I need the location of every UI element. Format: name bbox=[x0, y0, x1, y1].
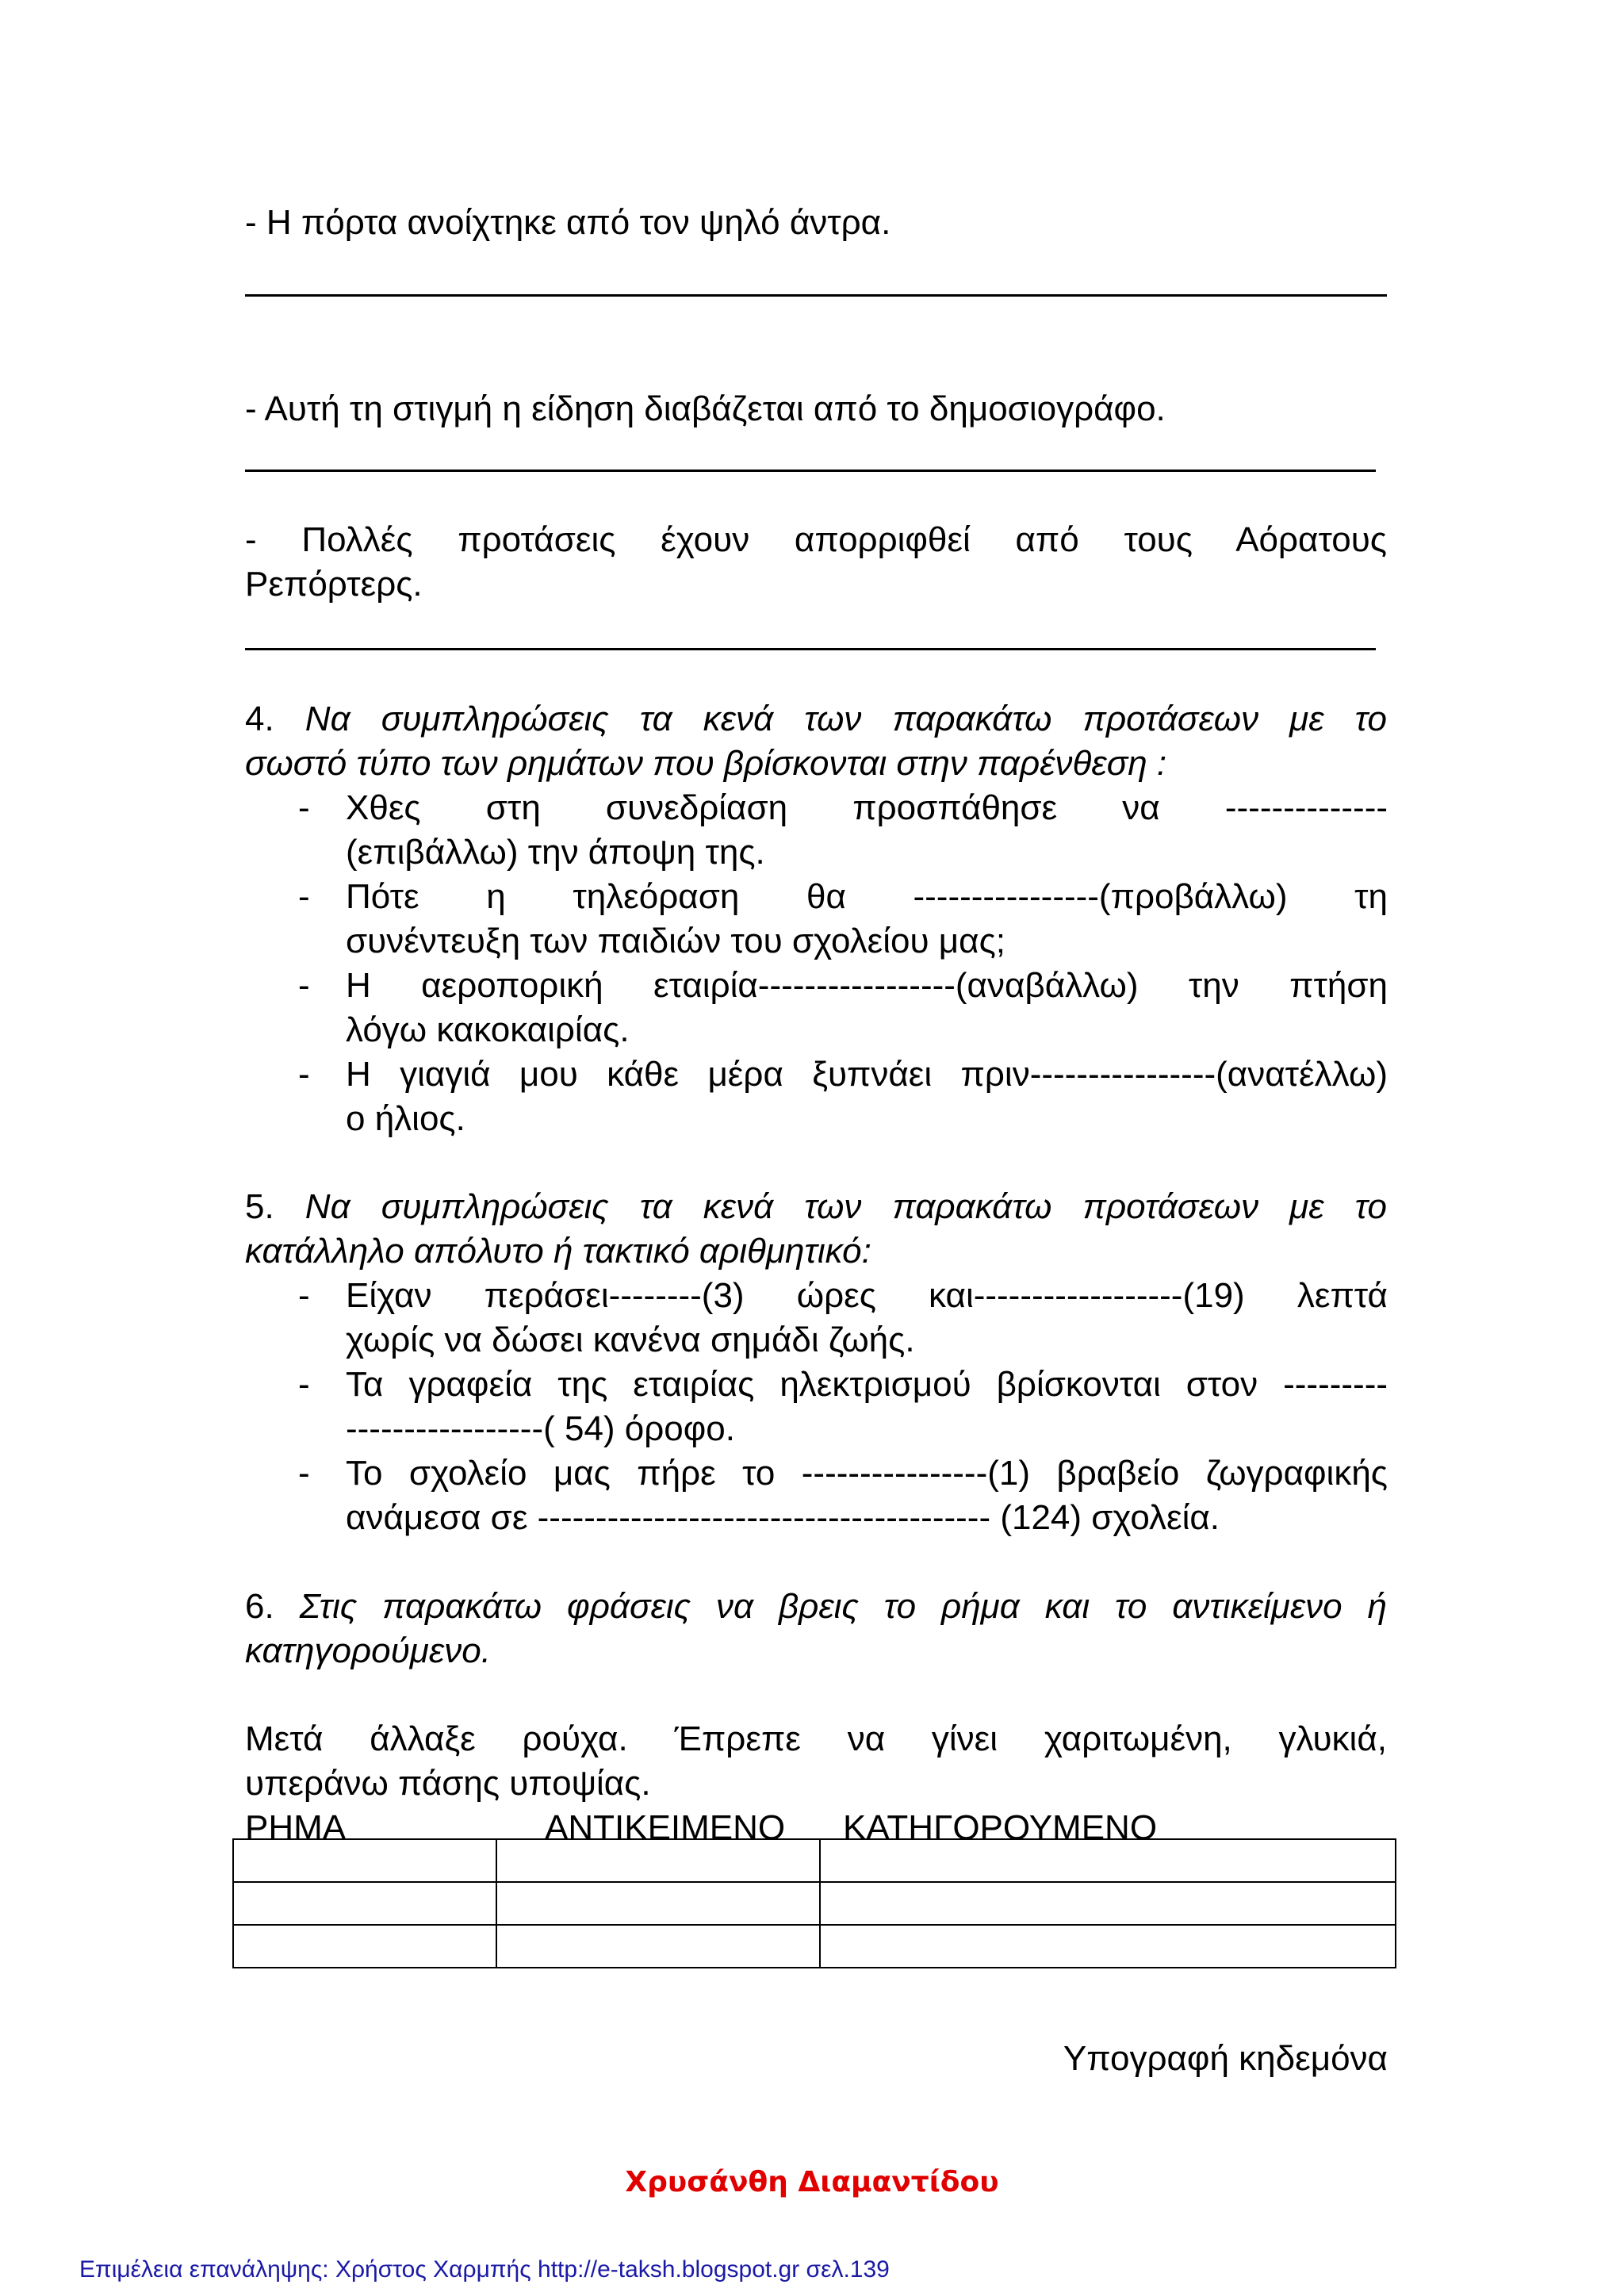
exercise-4-heading bbox=[245, 697, 1387, 786]
sentence-2: - Αυτή τη στιγμή η είδηση διαβάζεται από το δημοσιογράφο. bbox=[245, 389, 1166, 428]
footer-credit: Επιμέλεια επανάληψης: Χρήστος Χαρμπής http://e-taksh.blogspot.gr σελ.139 bbox=[79, 2256, 890, 2283]
bullet-dash: - bbox=[298, 1454, 310, 1493]
bullet-dash: - bbox=[298, 1055, 310, 1094]
exercise-4-instruction-1: Να συμπληρώσεις τα κενά των παρακάτω προτάσεων με το bbox=[304, 700, 1387, 738]
exercise-5-heading bbox=[245, 1185, 1387, 1274]
item-text-line-2: ανάμεσα σε --------------------------------------- (124) σχολεία. bbox=[346, 1498, 1220, 1537]
item-text-line-1: Πότε η τηλεόραση θα ----------------(προβάλλω) τη bbox=[346, 877, 1388, 916]
bullet-dash: - bbox=[298, 788, 310, 827]
item-text-line-1: Χθες στη συνεδρίαση προσπάθησε να -------------- bbox=[346, 788, 1388, 827]
sentence-3-line-1: - Πολλές προτάσεις έχουν απορριφθεί από τους Αόρατους bbox=[245, 520, 1387, 559]
answer-cell-verb[interactable] bbox=[233, 1882, 496, 1925]
table-row bbox=[233, 1882, 1396, 1925]
exercise-5-instruction-2: κατάλληλο απόλυτο ή τακτικό αριθμητικό: bbox=[245, 1232, 871, 1271]
bullet-dash: - bbox=[298, 1365, 310, 1404]
item-text-line-2: ο ήλιος. bbox=[346, 1099, 465, 1138]
answer-line-3 bbox=[245, 648, 1376, 650]
bullet-dash: - bbox=[298, 1276, 310, 1315]
passage-line-2: υπεράνω πάσης υποψίας. bbox=[245, 1764, 651, 1803]
answer-cell-verb[interactable] bbox=[233, 1839, 496, 1882]
author-name: Χρυσάνθη Διαμαντίδου bbox=[625, 2166, 999, 2198]
item-text-line-1: Είχαν περάσει--------(3) ώρες και------------------(19) λεπτά bbox=[346, 1276, 1388, 1315]
bullet-dash: - bbox=[298, 966, 310, 1005]
exercise-5-number: 5. bbox=[245, 1187, 274, 1226]
passage-line-1: Μετά άλλαξε ρούχα. Έπρεπε να γίνει χαριτωμένη, γλυκιά, bbox=[245, 1719, 1387, 1758]
answer-line-2 bbox=[245, 470, 1376, 472]
item-text-line-1: Τα γραφεία της εταιρίας ηλεκτρισμού βρίσκονται στον --------- bbox=[346, 1365, 1388, 1404]
item-text-line-2: συνέντευξη των παιδιών του σχολείου μας; bbox=[346, 922, 1006, 960]
exercise-6-instruction-2: κατηγορούμενο. bbox=[245, 1631, 491, 1670]
exercise-6-heading bbox=[245, 1585, 1387, 1673]
table-row bbox=[233, 1839, 1396, 1882]
table-row bbox=[233, 1925, 1396, 1968]
bullet-dash: - bbox=[298, 877, 310, 916]
item-text-line-2: -----------------( 54) όροφο. bbox=[346, 1409, 735, 1448]
answer-cell-object[interactable] bbox=[496, 1882, 820, 1925]
guardian-signature-label: Υπογραφή κηδεμόνα bbox=[1063, 2039, 1388, 2078]
item-text-line-1: Η γιαγιά μου κάθε μέρα ξυπνάει πριν----------------(ανατέλλω) bbox=[346, 1055, 1388, 1094]
item-text-line-1: Το σχολείο μας πήρε το ----------------(1) βραβείο ζωγραφικής bbox=[346, 1454, 1388, 1493]
sentence-3-line-2: Ρεπόρτερς. bbox=[245, 565, 423, 604]
answer-cell-verb[interactable] bbox=[233, 1925, 496, 1968]
column-header-predicate: ΚΑΤΗΓΟΡΟΥΜΕΝΟ bbox=[843, 1808, 1158, 1847]
item-text-line-2: χωρίς να δώσει κανένα σημάδι ζωής. bbox=[346, 1320, 915, 1359]
answer-cell-predicate[interactable] bbox=[820, 1882, 1396, 1925]
answer-cell-predicate[interactable] bbox=[820, 1925, 1396, 1968]
item-text-line-2: λόγω κακοκαιρίας. bbox=[346, 1010, 630, 1049]
exercise-6-number: 6. bbox=[245, 1587, 274, 1626]
exercise-4-number: 4. bbox=[245, 700, 274, 738]
answer-table bbox=[232, 1838, 1396, 1968]
sentence-1: - Η πόρτα ανοίχτηκε από τον ψηλό άντρα. bbox=[245, 203, 891, 242]
answer-line-1 bbox=[245, 294, 1387, 297]
column-header-verb: ΡΗΜΑ bbox=[245, 1808, 347, 1847]
answer-cell-object[interactable] bbox=[496, 1839, 820, 1882]
exercise-5-instruction-1: Να συμπληρώσεις τα κενά των παρακάτω προτάσεων με το bbox=[304, 1187, 1387, 1226]
answer-cell-predicate[interactable] bbox=[820, 1839, 1396, 1882]
item-text-line-2: (επιβάλλω) την άποψη της. bbox=[346, 833, 765, 872]
column-header-object: ΑΝΤΙΚΕΙΜΕΝΟ bbox=[545, 1808, 786, 1847]
answer-cell-object[interactable] bbox=[496, 1925, 820, 1968]
item-text-line-1: Η αεροπορική εταιρία-----------------(αναβάλλω) την πτήση bbox=[346, 966, 1388, 1005]
exercise-6-instruction-1: Στις παρακάτω φράσεις να βρεις το ρήμα και το αντικείμενο ή bbox=[299, 1587, 1387, 1626]
exercise-4-instruction-2: σωστό τύπο των ρημάτων που βρίσκονται στην παρένθεση : bbox=[245, 744, 1167, 783]
